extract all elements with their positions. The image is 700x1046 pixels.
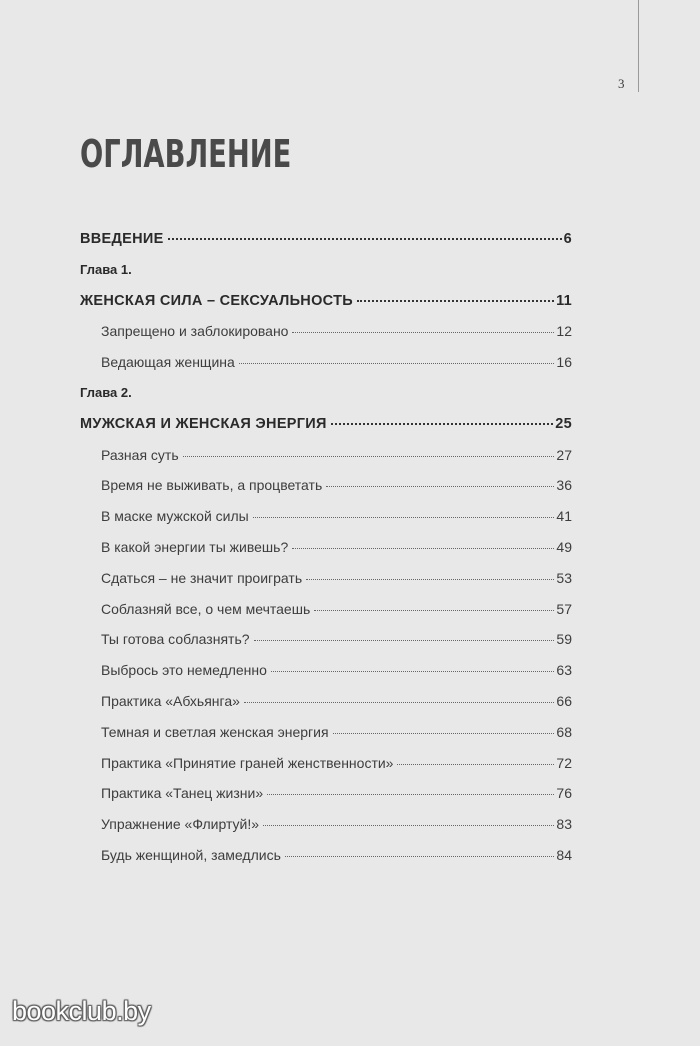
toc-entry-title: Ведающая женщина: [101, 354, 235, 371]
toc-entry-page: 36: [556, 477, 572, 494]
dot-leader: [271, 671, 554, 672]
toc-entry-title: Практика «Принятие граней женственности»: [101, 754, 394, 771]
dot-leader: [253, 517, 555, 518]
toc-entry-page: 63: [556, 662, 572, 679]
toc-entry[interactable]: [80, 785, 572, 816]
table-of-contents: [80, 231, 572, 878]
dot-leader: [397, 764, 554, 765]
toc-entry-title: Время не выживать, а процветать: [101, 477, 323, 494]
toc-entry[interactable]: [80, 354, 572, 385]
toc-entry-page: 57: [556, 600, 572, 617]
dot-leader: [357, 300, 554, 302]
page-number: 3: [618, 76, 625, 91]
toc-entry-title: ВВЕДЕНИЕ: [80, 231, 164, 247]
toc-entry-title: Практика «Танец жизни»: [101, 785, 264, 802]
dot-leader: [292, 332, 554, 333]
toc-entry[interactable]: [80, 662, 572, 693]
toc-entry-page: 72: [556, 754, 572, 771]
toc-entry[interactable]: [80, 570, 572, 601]
toc-entry-title: Разная суть: [101, 446, 179, 463]
toc-entry-title: МУЖСКАЯ И ЖЕНСКАЯ ЭНЕРГИЯ: [80, 415, 327, 432]
dot-leader: [239, 363, 555, 364]
dot-leader: [244, 702, 555, 703]
toc-chapter-label: [80, 385, 572, 416]
toc-entry[interactable]: [80, 416, 572, 447]
toc-entry[interactable]: [80, 293, 572, 324]
toc-entry-title: Глава 2.: [80, 384, 132, 400]
toc-entry[interactable]: [80, 323, 572, 354]
page-edge-rule: [638, 0, 639, 92]
toc-entry-title: В маске мужской силы: [101, 508, 249, 525]
toc-entry-page: 83: [556, 816, 572, 833]
toc-entry-page: 27: [556, 446, 572, 463]
dot-leader: [306, 579, 554, 580]
toc-entry-page: 16: [556, 354, 572, 371]
toc-entry[interactable]: [80, 816, 572, 847]
toc-entry-page: 41: [556, 508, 572, 525]
toc-entry-title: Сдаться – не значит проиграть: [101, 569, 303, 586]
toc-entry[interactable]: [80, 477, 572, 508]
toc-entry-title: Практика «Абхьянга»: [101, 692, 240, 709]
toc-entry-page: 59: [556, 631, 572, 648]
toc-entry-page: 6: [563, 231, 572, 247]
toc-entry-title: ЖЕНСКАЯ СИЛА – СЕКСУАЛЬНОСТЬ: [80, 292, 353, 309]
dot-leader: [314, 610, 554, 611]
toc-entry-page: 53: [556, 569, 572, 586]
toc-entry-title: Темная и светлая женская энергия: [101, 723, 329, 740]
toc-chapter-label: [80, 262, 572, 293]
toc-entry[interactable]: [80, 631, 572, 662]
page-title: ОГЛАВЛЕНИЕ: [80, 132, 292, 176]
toc-entry-title: Соблазняй все, о чем мечтаешь: [101, 600, 311, 617]
toc-entry[interactable]: [80, 447, 572, 478]
dot-leader: [254, 640, 555, 641]
toc-entry[interactable]: [80, 693, 572, 724]
dot-leader: [263, 825, 554, 826]
dot-leader: [331, 423, 554, 425]
dot-leader: [292, 548, 554, 549]
dot-leader: [285, 856, 555, 857]
toc-entry[interactable]: [80, 508, 572, 539]
toc-entry[interactable]: [80, 539, 572, 570]
dot-leader: [326, 486, 554, 487]
toc-entry-title: Будь женщиной, замедлись: [101, 846, 281, 863]
dot-leader: [168, 238, 562, 240]
watermark: bookclub.by: [12, 996, 151, 1026]
toc-entry-page: 49: [556, 538, 572, 555]
toc-entry-title: В какой энергии ты живешь?: [101, 538, 289, 555]
toc-entry-page: 84: [556, 846, 572, 863]
toc-entry-page: 11: [556, 292, 572, 309]
toc-entry-title: Глава 1.: [80, 261, 132, 277]
toc-entry-page: 68: [556, 723, 572, 740]
toc-entry-page: 25: [555, 415, 572, 432]
toc-entry-page: 66: [556, 692, 572, 709]
toc-entry-title: Выбрось это немедленно: [101, 662, 267, 679]
toc-entry-page: 76: [556, 785, 572, 802]
toc-entry[interactable]: [80, 601, 572, 632]
toc-entry-title: Ты готова соблазнять?: [101, 631, 250, 648]
toc-entry[interactable]: [80, 231, 572, 262]
dot-leader: [183, 456, 555, 457]
dot-leader: [267, 794, 554, 795]
toc-entry-title: Запрещено и заблокировано: [101, 323, 289, 340]
dot-leader: [333, 733, 555, 734]
toc-entry[interactable]: [80, 755, 572, 786]
toc-entry[interactable]: [80, 847, 572, 878]
toc-entry-page: 12: [556, 323, 572, 340]
toc-entry[interactable]: [80, 724, 572, 755]
toc-entry-title: Упражнение «Флиртуй!»: [101, 816, 260, 833]
